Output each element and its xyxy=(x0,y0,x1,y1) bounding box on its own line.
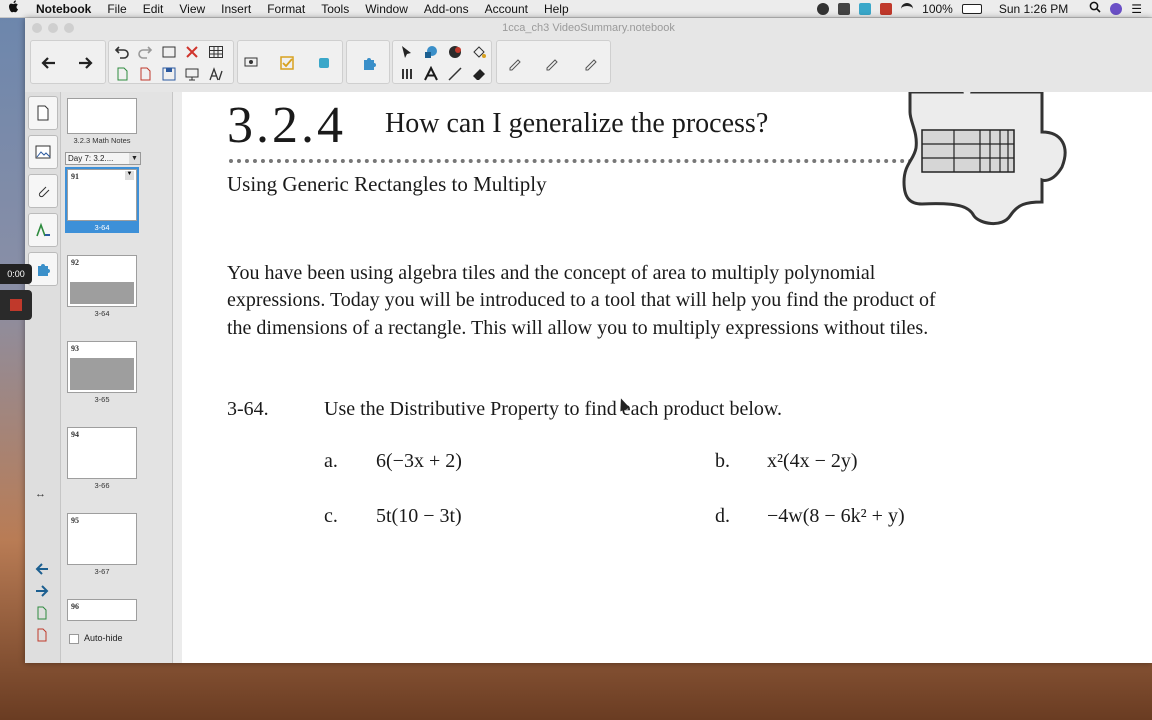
intro-line-3: the dimensions of a rectangle. This will allow you to multiply expressions without tiles. xyxy=(227,317,929,339)
page-thumbnail-94[interactable] xyxy=(67,427,137,479)
gear-tray-icon[interactable] xyxy=(817,3,829,15)
sorter-top-label: 3.2.3 Math Notes xyxy=(73,136,131,145)
addons-tab[interactable] xyxy=(28,252,58,286)
addons-group xyxy=(237,40,343,84)
pen-presets-group xyxy=(496,40,611,84)
wifi-icon[interactable] xyxy=(901,3,913,15)
handwriting-icon[interactable] xyxy=(206,64,226,84)
nav-group xyxy=(30,40,106,84)
dotted-divider xyxy=(229,159,929,163)
shade-block xyxy=(70,282,134,304)
intro-line-2: expressions. Today you will be introduced to a tool that will help you find the product of xyxy=(227,289,936,311)
pen-preset-2-icon[interactable] xyxy=(542,53,562,73)
page-thumbnail-95[interactable] xyxy=(67,513,137,565)
page-label: 3-67 xyxy=(94,567,110,576)
menu-account[interactable]: Account xyxy=(484,1,528,16)
table-icon[interactable] xyxy=(206,42,226,62)
menu-view[interactable]: View xyxy=(179,1,206,16)
part-a-label: a. xyxy=(324,450,338,472)
select-icon[interactable] xyxy=(397,42,417,62)
fill-icon[interactable] xyxy=(469,42,489,62)
new-page-icon[interactable] xyxy=(112,64,132,84)
group-select[interactable] xyxy=(65,152,141,165)
panel-splitter[interactable] xyxy=(173,92,182,663)
add-page-icon[interactable] xyxy=(36,606,48,625)
group-select-value: Day 7: 3.2.... xyxy=(68,154,114,163)
part-c-label: c. xyxy=(324,505,338,527)
autohide-label: Auto-hide xyxy=(84,633,123,643)
menu-addons[interactable]: Add-ons xyxy=(423,1,469,16)
screen-shade-icon[interactable] xyxy=(159,42,179,62)
part-d-expression: −4w(8 − 6k² + y) xyxy=(767,505,905,527)
forward-arrow-icon[interactable] xyxy=(75,53,95,73)
question-title: How can I generalize the process? xyxy=(385,108,769,139)
previous-page-icon[interactable] xyxy=(35,562,49,580)
back-arrow-icon[interactable] xyxy=(39,53,59,73)
section-number: 3.2.4 xyxy=(227,97,346,154)
chevron-down-icon: ▼ xyxy=(129,153,140,164)
page-number: 91 xyxy=(71,172,79,181)
menu-format[interactable]: Format xyxy=(267,1,306,16)
response-icon[interactable] xyxy=(277,53,297,73)
title-bar xyxy=(25,18,1152,38)
problem-text: Use the Distributive Property to find each product below. xyxy=(324,398,783,420)
properties-tab[interactable] xyxy=(28,213,58,247)
record-tray-icon[interactable] xyxy=(880,3,892,15)
close-window-button[interactable] xyxy=(32,23,42,33)
lab-group xyxy=(346,40,390,84)
autohide-checkbox[interactable] xyxy=(69,634,79,644)
part-b-expression: x²(4x − 2y) xyxy=(767,450,858,472)
page-thumbnail-top[interactable] xyxy=(67,98,137,134)
pen-icon[interactable] xyxy=(397,64,417,84)
page-label: 3-66 xyxy=(94,481,110,490)
next-page-icon[interactable] xyxy=(35,584,49,602)
part-d-label: d. xyxy=(715,505,730,527)
shapes-icon[interactable] xyxy=(421,42,441,62)
battery-percent: 100% xyxy=(922,1,953,16)
puzzle-piece-graphic xyxy=(902,92,1092,242)
page-number: 95 xyxy=(71,516,79,525)
menu-tools[interactable]: Tools xyxy=(321,1,350,16)
part-a-expression: 6(−3x + 2) xyxy=(376,450,462,472)
side-tabs xyxy=(25,92,61,663)
edit-group xyxy=(108,40,234,84)
widget-icon[interactable] xyxy=(314,53,334,73)
pen-preset-1-icon[interactable] xyxy=(505,53,525,73)
save-icon[interactable] xyxy=(159,64,179,84)
page-sorter xyxy=(61,92,173,663)
page-label: 3-65 xyxy=(94,395,110,404)
notification-center-icon[interactable]: ☰ xyxy=(1131,1,1142,16)
page-thumbnail-96[interactable] xyxy=(67,599,137,621)
siri-icon[interactable] xyxy=(1110,3,1122,15)
window-title: 1cca_ch3 VideoSummary.notebook xyxy=(502,22,675,34)
page-sorter-tab[interactable] xyxy=(28,96,58,130)
app-menu[interactable]: Notebook xyxy=(36,1,92,16)
page-label: 3-64 xyxy=(94,309,110,318)
remove-page-icon[interactable] xyxy=(36,628,48,647)
menu-bar xyxy=(0,0,1152,18)
page-number: 93 xyxy=(71,344,79,353)
minimize-window-button[interactable] xyxy=(48,23,58,33)
menu-help[interactable]: Help xyxy=(543,1,569,16)
page-thumbnail-93[interactable] xyxy=(67,341,137,393)
gallery-tab[interactable] xyxy=(28,135,58,169)
pen-preset-3-icon[interactable] xyxy=(581,53,601,73)
page-subtitle: Using Generic Rectangles to Multiply xyxy=(227,172,547,196)
whiteboard-page[interactable] xyxy=(182,92,1152,663)
attachments-tab[interactable] xyxy=(28,174,58,208)
apple-menu-icon[interactable] xyxy=(0,0,28,18)
page-number: 96 xyxy=(71,602,79,611)
tools-group xyxy=(392,40,492,84)
line-icon[interactable] xyxy=(445,64,465,84)
page-number: 92 xyxy=(71,258,79,267)
document-camera-icon[interactable] xyxy=(241,53,261,73)
part-c-expression: 5t(10 − 3t) xyxy=(376,505,462,527)
intro-line-1: You have been using algebra tiles and the concept of area to multiply polynomial xyxy=(227,262,876,284)
shade-block xyxy=(70,358,134,390)
page-thumbnail-91[interactable] xyxy=(67,169,137,221)
page-label: 3-64 xyxy=(94,223,110,232)
page-menu-icon[interactable]: ▼ xyxy=(125,171,134,180)
menu-edit[interactable]: Edit xyxy=(142,1,164,16)
notebook-window xyxy=(25,18,1152,663)
zoom-window-button[interactable] xyxy=(64,23,74,33)
stop-icon xyxy=(10,299,22,311)
menu-file[interactable]: File xyxy=(107,1,127,16)
delete-page-icon[interactable] xyxy=(135,64,155,84)
stop-recording-button[interactable] xyxy=(0,290,32,320)
text-icon[interactable] xyxy=(421,64,441,84)
battery-icon[interactable] xyxy=(962,4,982,14)
search-icon[interactable] xyxy=(1089,1,1101,16)
menu-insert[interactable]: Insert xyxy=(221,1,252,16)
undo-icon[interactable] xyxy=(112,42,132,62)
recording-timer: 0:00 xyxy=(0,264,32,284)
screen-icon[interactable] xyxy=(182,64,202,84)
page-thumbnail-92[interactable] xyxy=(67,255,137,307)
menubar-clock[interactable]: Sun 1:26 PM xyxy=(998,1,1069,16)
puzzle-icon[interactable] xyxy=(359,53,379,73)
expand-icon[interactable]: ↔ xyxy=(35,488,46,500)
problem-number: 3-64. xyxy=(227,398,269,420)
app-tray-icon[interactable] xyxy=(859,3,871,15)
delete-icon[interactable] xyxy=(182,42,202,62)
page-number: 94 xyxy=(71,430,79,439)
redo-icon[interactable] xyxy=(135,42,155,62)
dropbox-tray-icon[interactable] xyxy=(838,3,850,15)
regular-polygon-icon[interactable] xyxy=(445,42,465,62)
eraser-icon[interactable] xyxy=(469,64,489,84)
menu-window[interactable]: Window xyxy=(365,1,408,16)
part-b-label: b. xyxy=(715,450,730,472)
